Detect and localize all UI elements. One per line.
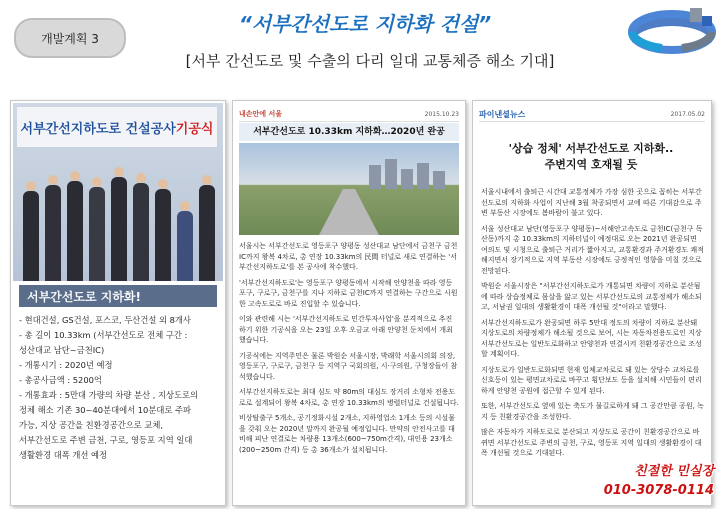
contact-signature: [574, 462, 714, 500]
article-headline: 서부간선도로 10.33km 지하화…2020년 완공: [239, 123, 459, 141]
article-paragraph: 많은 자동차가 지하도로로 분산되고 지상도로 공간이 친환경공간으로 바뀌면 서부간선도로 주변의 금천, 구로, 영등포 지역 일대의 생활환경이 대폭 개선될 것으로 기대된다.: [481, 428, 702, 457]
article-headline: [481, 141, 701, 173]
article-header: [239, 107, 459, 122]
list-item: 성산대교 남단~금천IC): [19, 345, 105, 355]
header: [0, 0, 720, 92]
list-item: 서부간선도로 주변 금천, 구로, 영등포 지역 일대: [19, 435, 193, 445]
article-body: [239, 241, 459, 460]
list-item: - 현대건설, GS건설, 포스코, 두산건설 외 8개사: [19, 315, 191, 325]
list-item: 생활환경 대폭 개선 예정: [19, 450, 108, 460]
article-paragraph: 서부간선지하도로가 완공되면 하루 5만대 정도의 차량이 지하로 분산돼 지상도로의 차량정체가 해소될 것으로 보여, 시는 자동차전용도로인 지상 서부간선도로는 일반도로화하고 안양천과 연결시켜 친환경공간으로 조성할 계획이다.: [481, 318, 702, 358]
article-paragraph: 서울시는 서부간선도로 영등포구 양평동 성산대교 남단에서 금천구 금천IC까지 왕복 4차로, 총 연장 10.33km의 民間 터널로 새로 연결하는 '서부간선지하도로'를 본 공사에 착수했다.: [239, 242, 458, 271]
article-date: 2015.10.23: [424, 110, 459, 118]
project-summary-list: [19, 313, 219, 463]
aerial-rendering-image: [239, 143, 459, 235]
signature-name: 친절한 민실장: [634, 464, 714, 479]
news-article-seoul: [232, 100, 466, 506]
article-paragraph: 기공식에는 지역주민은 물론 박원순 서울시장, 박래학 서울시의회 의장, 영등포구, 구로구, 금천구 등 지역구 국회의원, 시·구의원, 구청장들이 참석했습니다.: [239, 351, 458, 381]
list-item: 정체 해소 기존 30~40분대에서 10분대로 주파: [19, 405, 192, 415]
ceremony-banner: [17, 107, 217, 147]
section-badge: 개발계획 3: [14, 18, 126, 58]
banner-text-red: 기공식: [175, 121, 214, 137]
groundbreaking-ceremony-photo: [13, 103, 223, 281]
decorative-ring-graphic: [610, 0, 720, 92]
page-subtitle: [서부 간선도로 및 수출의 다리 일대 교통체증 해소 기대]: [185, 52, 555, 70]
article-date: 2017.05.02: [670, 110, 705, 118]
article-paragraph: 이와 관련해 시는 '서부간선지하도로 민간투자사업'을 분격적으로 추진하기 위한 기공식을 오는 23일 오후 오금교 아래 안양천 둔치에서 개최했습니다.: [239, 315, 453, 344]
list-item: - 개통효과 : 5만대 가량의 차량 분산 , 지상도로의: [19, 390, 199, 400]
headline-line: 주변지역 호재될 듯: [544, 158, 638, 171]
article-paragraph: 서울 성산대교 남단(영등포구 양평동)~서해안고속도로 금천IC(금천구 독산동)까지 총 10.33km의 지하터널이 예정대로 오는 2021년 완공되면 여의도 및 시청으로 출퇴근 거리가 짧아지고, 교통환경과 주거환경도 쾌적해지면서 장기적으로 지역 부동산 시장에도 긍정적인 영향을 미칠 것으로 전망된다.: [481, 224, 704, 275]
article-header: [479, 107, 705, 122]
article-paragraph: '서부간선지하도로'는 영등포구 양평동에서 시작해 안양천을 따라 영등포구, 구로구, 금천구를 지나 지하로 금천IC까지 연결하는 구간으로 시원한 고속도로로 바로 진입할 수 있습니다.: [239, 278, 458, 308]
page-title: “서부간선도로 지하화 건설”: [238, 12, 492, 36]
list-item: - 총 길이 10.33km (서부간선도로 전체 구간 :: [19, 330, 188, 340]
source-name: 파이낸셜뉴스: [479, 109, 526, 119]
list-item: - 총공사금액 : 5200억: [19, 375, 102, 385]
article-paragraph: 비상탈출구 5개소, 공기정화시설 2개소, 지하영업소 1개소 등의 시설물을 갖춰 오는 2020년 말까지 완공될 예정입니다. 만약의 안전사고를 대비해 피난 연결로는 차량용 13개소(600~750m간격), 대인용 23개소(200~250m 간격) 등 총 36개소가 설치됩니다.: [239, 414, 455, 454]
list-item: 가능, 지상 공간을 친환경공간으로 교체,: [19, 420, 164, 430]
signature-phone: 010-3078-0114: [603, 483, 714, 498]
article-body: [481, 187, 705, 464]
list-item: - 개통시기 : 2020년 예정: [19, 360, 113, 370]
news-article-financial: [472, 100, 712, 506]
article-paragraph: 박원순 서울시장은 "서부간선지하도로가 개통되면 차량이 지하로 분산됨에 따라 상습정체로 몸살을 앓고 있는 서부간선도로의 교통정체가 해소되고, 서남권 일대의 생활환경이 대폭 개선될 것"이라고 말했다.: [481, 282, 702, 311]
construction-photo-panel: [10, 100, 226, 506]
source-name: 내손안에 서울: [239, 110, 283, 118]
photo-caption: 서부간선도로 지하화!: [19, 285, 217, 307]
banner-text: 서부간선지하도로 건설공사: [20, 121, 176, 137]
article-paragraph: 지상도로가 일반도로화되면 현재 입체교차로로 돼 있는 상당수 교차로를 신호등이 있는 평면교차로로 바꾸고 횡단보도 등을 설치해 시민들이 편리하게 안양천 공원에 접근할 수 있게 된다.: [481, 365, 702, 395]
headline-line: '상습 정체' 서부간선도로 지하화..: [508, 142, 674, 155]
article-paragraph: 또한, 서부간선도로 옆에 있는 축도가 물길로하게 돼 그 공간만큼 공원, 녹지 등 친환경공간을 조성한다.: [481, 402, 704, 421]
article-paragraph: 서울시내에서 출퇴근 시간대 교통정체가 가장 심한 곳으로 꼽히는 서부간선도로의 지하화 사업이 지난해 3월 착공되면서 교에 따른 기대감으로 주변 부동산 시장에도 봄바람이 불고 있다.: [481, 188, 702, 217]
article-paragraph: 서부간선지하도로는 최대 심도 약 80m의 대심도 장거리 소형차 전용도로로 설계되어 왕복 4차로, 총 연장 10.33km의 병렬터널로 건설됩니다.: [239, 388, 459, 407]
